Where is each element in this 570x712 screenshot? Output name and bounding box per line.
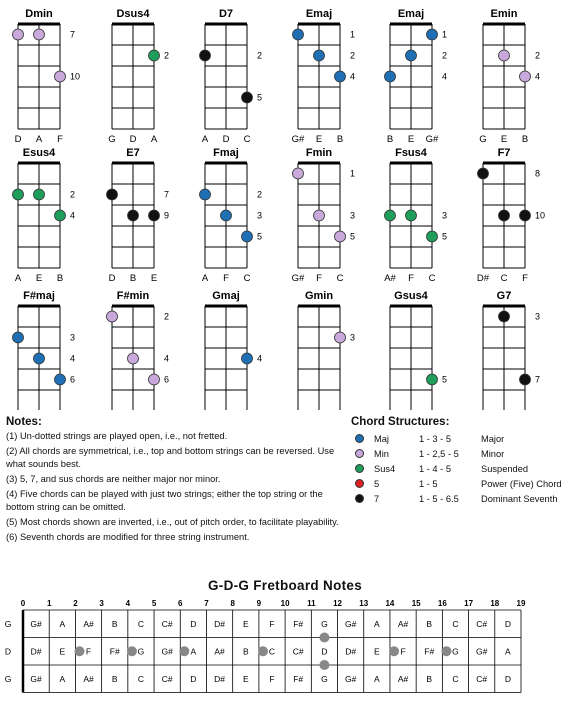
fret-number: 8 [230, 599, 235, 608]
fret-number: 4 [350, 71, 356, 82]
fret-number: 0 [20, 599, 26, 608]
inlay-dot [319, 660, 329, 670]
fret-note: G# [344, 673, 357, 684]
finger-dot [128, 353, 139, 364]
fret-note: F [85, 646, 92, 657]
fret-note: E [242, 618, 249, 629]
string-note: C [428, 273, 436, 284]
legend-title: Chord Structures: [351, 416, 450, 428]
fret-note: G# [476, 646, 488, 657]
fret-note: C [137, 618, 145, 629]
legend-desc: Suspended [481, 463, 529, 474]
chord-name: Emaj [305, 8, 333, 20]
fret-note: B [111, 673, 118, 684]
string-note: G# [291, 134, 305, 145]
fret-note: G [321, 618, 328, 629]
finger-dot [406, 50, 417, 61]
fret-number: 5 [257, 92, 263, 103]
string-note: B [56, 273, 64, 284]
string-note: F [223, 273, 229, 284]
fret-note: B [426, 618, 433, 629]
fret-number: 3 [70, 332, 76, 343]
fret-number: 10 [70, 71, 81, 82]
fret-number: 3 [350, 210, 356, 221]
fret-number: 5 [257, 231, 263, 242]
legend-name: Sus4 [374, 463, 396, 474]
chord-name: Gmaj [212, 290, 240, 302]
fret-number: 7 [204, 599, 209, 608]
finger-dot [499, 311, 510, 322]
finger-dot [427, 231, 438, 242]
fret-number: 1 [442, 29, 448, 40]
fret-number: 4 [164, 353, 170, 364]
string-note: E [150, 273, 158, 284]
fret-note: D# [214, 673, 226, 684]
chord-name: Emin [490, 8, 518, 20]
chord-diagram [12, 290, 75, 410]
string-note: F [57, 134, 63, 145]
fret-number: 16 [437, 599, 447, 608]
fret-note: D [190, 673, 197, 684]
legend-desc: Dominant Seventh [481, 493, 558, 504]
fret-note: C# [161, 673, 173, 684]
fret-note: A [505, 646, 511, 657]
legend-row-sus4 [351, 461, 566, 476]
string-note: B [521, 134, 529, 145]
fret-number: 2 [257, 189, 263, 200]
chord-diagram [13, 8, 81, 145]
finger-dot [200, 189, 211, 200]
string-note: D [129, 134, 137, 145]
chord-diagram [107, 147, 170, 284]
finger-dot [34, 353, 45, 364]
string-note: A [201, 273, 209, 284]
chord-name: Fsus4 [395, 147, 427, 159]
fret-note: G# [161, 646, 173, 657]
fret-number: 4 [70, 353, 76, 364]
maj-dot-icon [355, 434, 364, 443]
inlay-dot [441, 646, 451, 656]
finger-dot [13, 189, 24, 200]
finger-dot [427, 29, 438, 40]
fret-number: 2 [535, 50, 541, 61]
fret-note: F# [424, 646, 435, 657]
fret-number: 10 [535, 210, 546, 221]
note-item-6: (6) Seventh chords are modified for three string instrument. [6, 532, 250, 542]
finger-dot [385, 71, 396, 82]
string-note: B [386, 134, 394, 145]
chord-name: F7 [497, 147, 511, 159]
finger-dot [314, 210, 325, 221]
finger-dot [149, 50, 160, 61]
legend-name: Maj [374, 433, 389, 444]
finger-dot [149, 210, 160, 221]
fret-number: 1 [46, 599, 52, 608]
fret-number: 3 [350, 332, 356, 343]
fret-note: C# [476, 618, 488, 629]
fret-note: C# [476, 673, 488, 684]
fret-number: 4 [442, 71, 448, 82]
string-note: F [522, 273, 528, 284]
finger-dot [520, 71, 531, 82]
legend-intervals: 1 - 2,5 - 5 [419, 448, 459, 459]
string-note: E [407, 134, 415, 145]
chord-name: Esus4 [22, 147, 56, 159]
chord-name: Dsus4 [116, 8, 150, 20]
string-note: C [500, 273, 508, 284]
chord-diagram [385, 8, 448, 145]
chord-name: Gmin [304, 290, 334, 302]
fret-number: 18 [490, 599, 500, 608]
fret-number: 17 [464, 599, 474, 608]
fret-note: C [268, 646, 276, 657]
fret-note: G# [30, 673, 42, 684]
string-note: C [243, 273, 251, 284]
fret-note: C# [292, 646, 304, 657]
note-item-4: (4) Five chords can be played with just two strings; either the top string or the bottom string can be omitted. [6, 489, 323, 512]
fret-number: 4 [125, 599, 131, 608]
fret-number: 6 [70, 374, 76, 385]
fret-note: E [59, 646, 66, 657]
note-item-5: (5) Most chords shown are inverted, i.e., out of pitch order, to facilitate playability. [6, 517, 339, 527]
fret-note: D [190, 618, 197, 629]
fret-note: F [269, 618, 275, 629]
string-note: G# [291, 273, 305, 284]
finger-dot [293, 168, 304, 179]
finger-dot [335, 231, 346, 242]
fret-note: C [452, 673, 459, 684]
string-note: G# [425, 134, 439, 145]
legend-row-power [351, 476, 566, 491]
fret-number: 2 [350, 50, 356, 61]
chord-diagram [387, 290, 447, 410]
fret-number: 2 [164, 50, 170, 61]
string-note: D [14, 134, 22, 145]
fret-note: C [452, 618, 459, 629]
fret-note: D# [214, 618, 226, 629]
fret-note: A [59, 673, 66, 684]
fret-note: G# [30, 618, 42, 629]
chord-name: E7 [126, 147, 140, 159]
finger-dot [293, 29, 304, 40]
chord-diagram [201, 290, 262, 410]
fret-number: 2 [442, 50, 448, 61]
fret-number: 7 [164, 189, 170, 200]
fret-note: F [269, 673, 275, 684]
string-note: D [222, 134, 230, 145]
fret-note: D [504, 618, 511, 629]
chord-diagram [294, 290, 355, 410]
open-string-label: G [4, 618, 12, 629]
note-item-3: (3) 5, 7, and sus chords are neither major nor minor. [6, 474, 221, 484]
fret-note: F# [293, 618, 304, 629]
finger-dot [55, 71, 66, 82]
string-note: C [336, 273, 344, 284]
string-note: A [150, 134, 158, 145]
fret-number: 7 [70, 29, 76, 40]
sus4-dot-icon [355, 464, 364, 473]
inlay-dot [319, 633, 329, 643]
fret-note: D# [345, 646, 357, 657]
fret-note: B [111, 618, 118, 629]
string-note: C [243, 134, 251, 145]
string-note: E [315, 134, 323, 145]
finger-dot [200, 50, 211, 61]
open-string-label: G [4, 673, 12, 684]
chord-diagram [292, 147, 355, 284]
fretboard-notes-diagram [0, 598, 570, 710]
fret-note: E [242, 673, 249, 684]
fret-note: C [137, 673, 145, 684]
fret-note: A# [214, 646, 225, 657]
fret-number: 3 [257, 210, 263, 221]
finger-dot [242, 231, 253, 242]
fret-number: 1 [350, 29, 356, 40]
finger-dot [128, 210, 139, 221]
chord-diagram [384, 147, 447, 284]
fret-number: 4 [70, 210, 76, 221]
string-note: B [336, 134, 344, 145]
finger-dot [406, 210, 417, 221]
fret-number: 2 [257, 50, 263, 61]
legend-desc: Power (Five) Chord [481, 478, 562, 489]
fret-number: 3 [442, 210, 448, 221]
chord-diagram [13, 147, 76, 284]
inlay-dot [389, 646, 399, 656]
fret-number: 8 [535, 168, 541, 179]
finger-dot [335, 332, 346, 343]
fret-number: 3 [99, 599, 104, 608]
fret-note: G [137, 646, 145, 657]
fret-note: F# [109, 646, 120, 657]
fret-number: 2 [164, 311, 170, 322]
finger-dot [520, 374, 531, 385]
fret-number: 5 [350, 231, 356, 242]
fret-number: 10 [280, 599, 290, 608]
fret-number: 5 [442, 374, 448, 385]
fret-number: 14 [385, 599, 395, 608]
finger-dot [149, 374, 160, 385]
fret-number: 15 [411, 599, 421, 608]
chord-name: Dmin [25, 8, 53, 20]
chord-diagram [200, 8, 263, 145]
min-dot-icon [355, 449, 364, 458]
string-note: A# [384, 273, 396, 284]
fret-number: 4 [535, 71, 541, 82]
finger-dot [107, 189, 118, 200]
finger-dot [107, 311, 118, 322]
fretboard-title: G-D-G Fretboard Notes [207, 578, 363, 593]
string-note: B [129, 273, 137, 284]
chord-diagram [108, 8, 169, 145]
inlay-dot [127, 646, 137, 656]
finger-dot [55, 210, 66, 221]
chord-name: F#maj [23, 290, 55, 302]
fret-note: G [452, 646, 459, 657]
fret-number: 5 [151, 599, 157, 608]
legend-intervals: 1 - 4 - 5 [419, 463, 452, 474]
chord-name: Fmin [305, 147, 333, 159]
finger-dot [499, 50, 510, 61]
chord-name: Gsus4 [394, 290, 428, 302]
legend-intervals: 1 - 3 - 5 [419, 433, 452, 444]
fret-note: D [504, 673, 511, 684]
fret-number: 1 [350, 168, 356, 179]
finger-dot [385, 210, 396, 221]
fret-number: 9 [164, 210, 170, 221]
fret-number: 13 [359, 599, 369, 608]
fret-number: 9 [256, 599, 262, 608]
fret-note: B [242, 646, 249, 657]
legend-intervals: 1 - 5 [419, 478, 438, 489]
finger-dot [478, 168, 489, 179]
string-note: E [35, 273, 43, 284]
fret-note: A# [83, 618, 94, 629]
finger-dot [242, 92, 253, 103]
fret-number: 19 [516, 599, 526, 608]
fret-note: D [321, 646, 328, 657]
string-note: A [14, 273, 22, 284]
finger-dot [520, 210, 531, 221]
fret-number: 2 [70, 189, 76, 200]
legend-name: Min [374, 448, 389, 459]
fret-note: A# [397, 673, 409, 684]
fret-note: A# [397, 618, 409, 629]
finger-dot [13, 332, 24, 343]
string-note: D# [476, 273, 490, 284]
fret-note: G# [344, 618, 357, 629]
fret-note: C# [161, 618, 173, 629]
fret-note: G [321, 673, 328, 684]
chord-diagram [479, 8, 540, 145]
chord-diagram [200, 147, 263, 284]
note-item-1: (1) Un-dotted strings are played open, i.e., not fretted. [6, 431, 228, 441]
finger-dot [55, 374, 66, 385]
finger-dot [221, 210, 232, 221]
fret-note: A [374, 618, 380, 629]
legend-row-maj [351, 431, 566, 446]
notes-section [6, 416, 346, 546]
chord-name: Fmaj [213, 147, 239, 159]
fret-number: 2 [73, 599, 78, 608]
legend-desc: Major [481, 433, 505, 444]
fret-note: A [59, 618, 66, 629]
fret-note: A# [83, 673, 94, 684]
finger-dot [499, 210, 510, 221]
string-note: A [201, 134, 209, 145]
fret-note: D# [30, 646, 42, 657]
legend-desc: Minor [481, 448, 505, 459]
chord-diagram [107, 290, 170, 410]
finger-dot [34, 29, 45, 40]
fret-note: F# [293, 673, 304, 684]
fret-note: A [374, 673, 380, 684]
finger-dot [314, 50, 325, 61]
legend-intervals: 1 - 5 - 6.5 [419, 493, 459, 504]
fret-note: B [426, 673, 433, 684]
fret-number: 3 [535, 311, 541, 322]
chord-name: Emaj [397, 8, 425, 20]
string-note: G [479, 134, 487, 145]
notes-title: Notes: [6, 416, 42, 428]
fret-number: 4 [257, 353, 263, 364]
inlay-dot [258, 646, 268, 656]
open-string-label: D [4, 646, 12, 657]
chord-diagram [479, 290, 540, 410]
legend-row-min [351, 446, 566, 461]
fret-note: A [190, 646, 197, 657]
inlay-dot [75, 646, 85, 656]
dom7-dot-icon [355, 494, 364, 503]
chord-diagram [477, 147, 545, 284]
power-dot-icon [355, 479, 364, 488]
fret-note: F [400, 646, 406, 657]
string-note: A [35, 134, 43, 145]
string-note: D [108, 273, 116, 284]
chord-name: G7 [496, 290, 512, 302]
finger-dot [13, 29, 24, 40]
fret-number: 7 [535, 374, 541, 385]
chord-name: D7 [218, 8, 234, 20]
finger-dot [335, 71, 346, 82]
string-note: F [316, 273, 322, 284]
finger-dot [34, 189, 45, 200]
fret-number: 5 [442, 231, 448, 242]
string-note: E [500, 134, 508, 145]
string-note: G [108, 134, 116, 145]
fret-number: 11 [307, 599, 316, 608]
note-item-2: (2) All chords are symmetrical, i.e., top and bottom strings can be reversed. Use what sounds best. [6, 446, 335, 469]
finger-dot [242, 353, 253, 364]
chord-diagram [292, 8, 355, 145]
fret-number: 6 [164, 374, 170, 385]
inlay-dot [179, 646, 189, 656]
chord-name: F#min [116, 290, 150, 302]
chord-structures-legend [351, 416, 566, 506]
legend-name: 5 [374, 478, 380, 489]
fret-number: 6 [178, 599, 183, 608]
finger-dot [427, 374, 438, 385]
legend-name: 7 [374, 493, 380, 504]
fret-note: E [374, 646, 380, 657]
legend-row-dom7 [351, 491, 566, 506]
fret-number: 12 [333, 599, 342, 608]
string-note: F [408, 273, 414, 284]
